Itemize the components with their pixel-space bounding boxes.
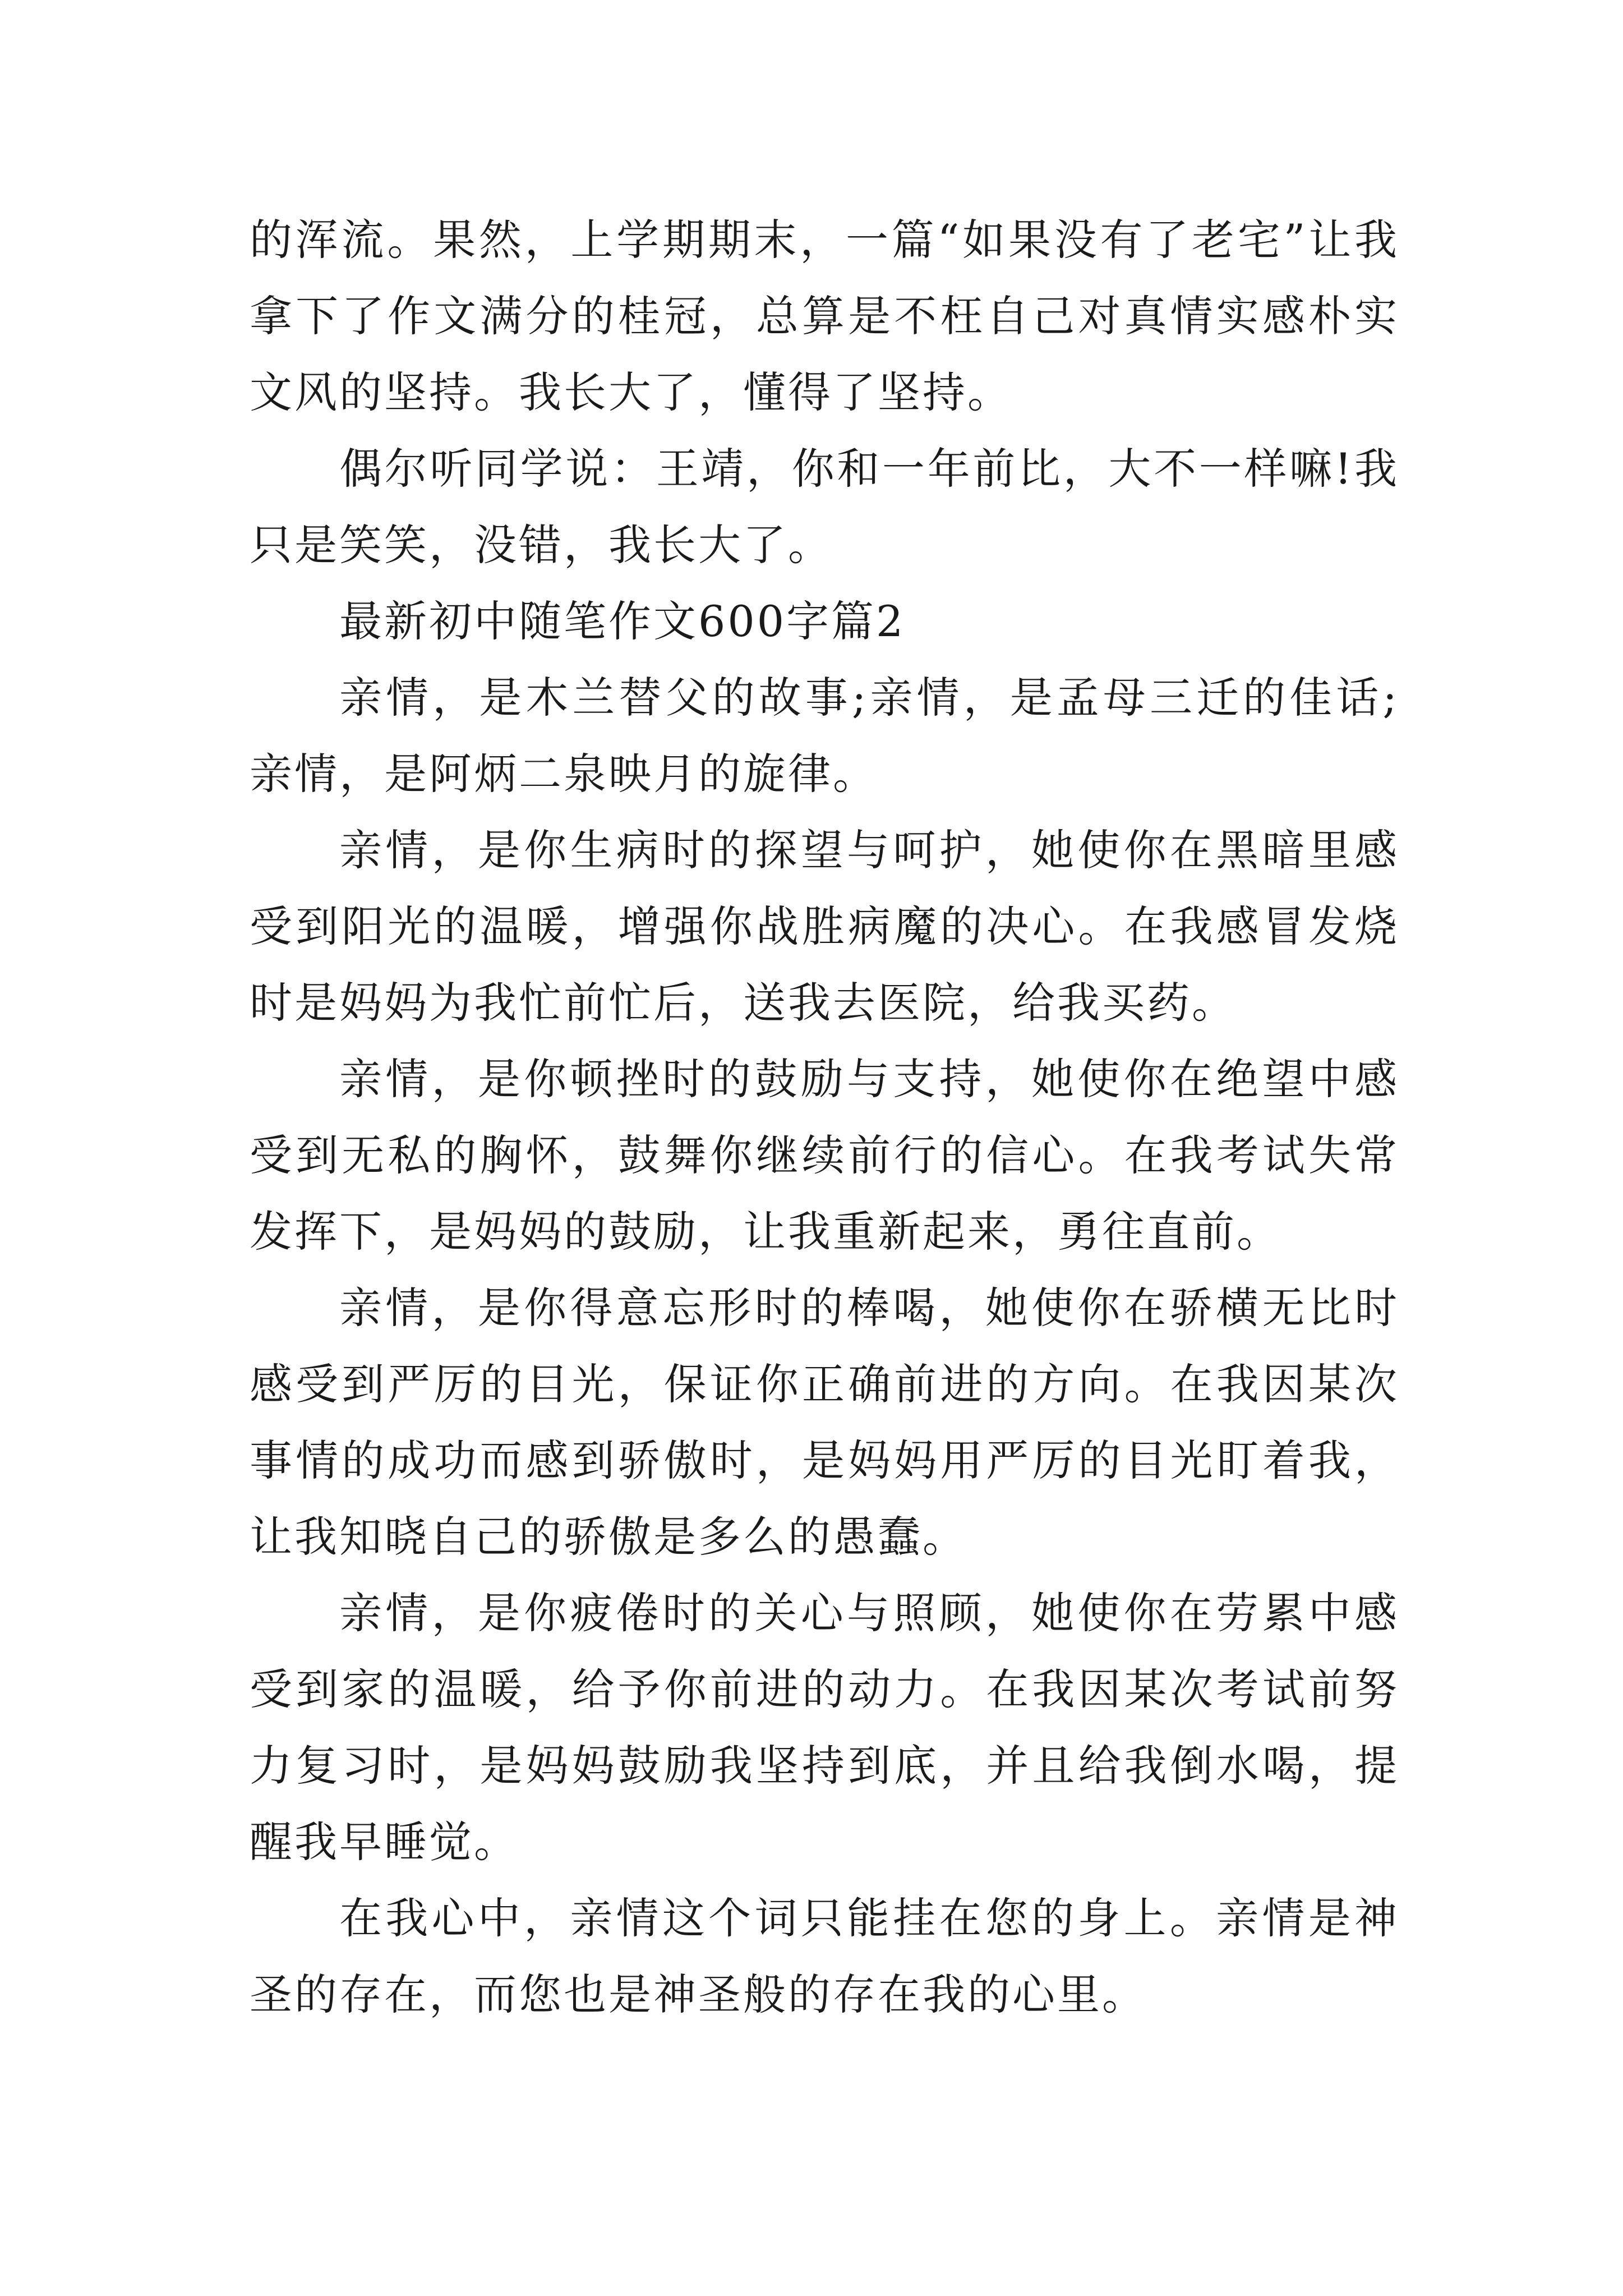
paragraph-7: 亲情，是你疲倦时的关心与照顾，她使你在劳累中感受到家的温暖，给予你前进的动力。在我因某次考试前努力复习时，是妈妈鼓励我坚持到底，并且给我倒水喝，提醒我早睡觉。 — [250, 1588, 1399, 1867]
paragraph-2: 偶尔听同学说：王靖，你和一年前比，大不一样嘛!我只是笑笑，没错，我长大了。 — [250, 444, 1399, 570]
paragraph-3: 亲情，是木兰替父的故事;亲情，是孟母三迁的佳话;亲情，是阿炳二泉映月的旋律。 — [250, 673, 1399, 799]
paragraph-4: 亲情，是你生病时的探望与呵护，她使你在黑暗里感受到阳光的温暖，增强你战胜病魔的决心。在我感冒发烧时是妈妈为我忙前忙后，送我去医院，给我买药。 — [250, 825, 1399, 1028]
section-heading: 最新初中随笔作文600字篇2 — [339, 596, 906, 646]
paragraph-1: 的浑流。果然，上学期期末，一篇“如果没有了老宅”让我拿下了作文满分的桂冠，总算是不枉自己对真情实感朴实文风的坚持。我长大了，懂得了坚持。 — [250, 215, 1399, 417]
document-body — [250, 202, 1399, 2033]
paragraph-5: 亲情，是你顿挫时的鼓励与支持，她使你在绝望中感受到无私的胸怀，鼓舞你继续前行的信心。在我考试失常发挥下，是妈妈的鼓励，让我重新起来，勇往直前。 — [250, 1054, 1399, 1257]
paragraph-8: 在我心中，亲情这个词只能挂在您的身上。亲情是神圣的存在，而您也是神圣般的存在我的心里。 — [250, 1893, 1399, 2019]
paragraph-6: 亲情，是你得意忘形时的棒喝，她使你在骄横无比时感受到严厉的目光，保证你正确前进的方向。在我因某次事情的成功而感到骄傲时，是妈妈用严厉的目光盯着我，让我知晓自己的骄傲是多么的愚蠢。 — [250, 1283, 1399, 1562]
